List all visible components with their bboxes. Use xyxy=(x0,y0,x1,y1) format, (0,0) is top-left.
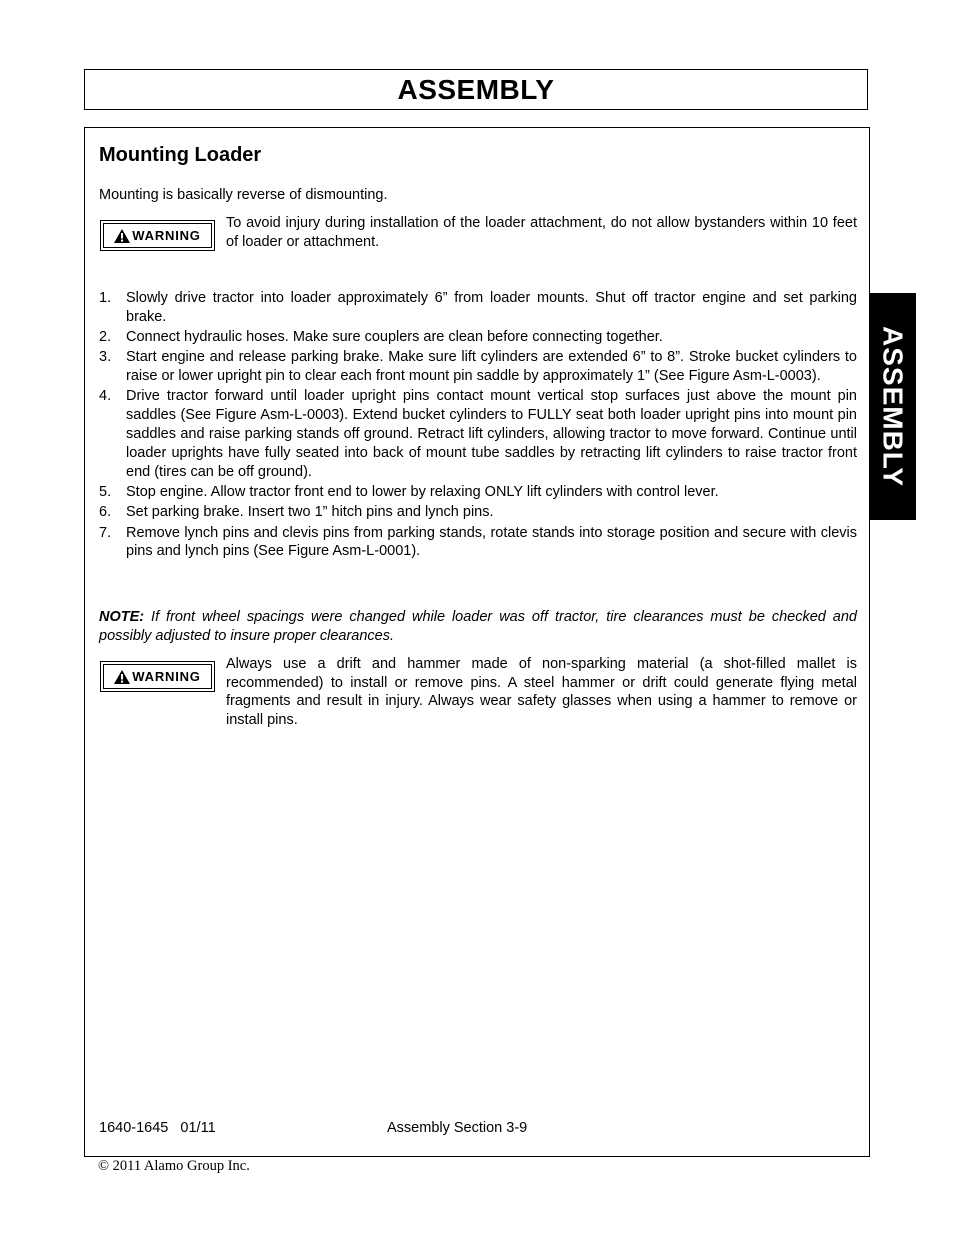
copyright: © 2011 Alamo Group Inc. xyxy=(98,1158,250,1174)
list-item xyxy=(99,524,857,562)
step-number: 1. xyxy=(99,290,112,306)
step-number: 6. xyxy=(99,504,112,521)
step-number: 3. xyxy=(99,349,112,366)
warning-badge xyxy=(100,220,215,251)
warning-text: To avoid injury during installation of the loader attachment, do not allow bystanders within 10 feet of loader or attachment. xyxy=(226,215,857,250)
content-box xyxy=(84,127,870,1157)
warning-label: WARNING xyxy=(132,669,201,684)
assembly-steps-list xyxy=(99,289,857,563)
step-text: Drive tractor forward until loader upright pins contact mount vertical stop surfaces just above the mount pin saddles (See Figure Asm-L-0003). Extend bucket cylinders to FULLY seat both loader upright pins into mount pin saddles and raise parking stands off ground. Retract lift cylinders, allowing tractor to move forward. Continue until loader uprights have fully seated into back of mount tube saddles by retracting lift cylinders to raise tractor front end (tires can be off ground). xyxy=(126,388,857,480)
list-item xyxy=(99,289,857,327)
step-text: Remove lynch pins and clevis pins from parking stands, rotate stands into storage position and secure with clevis pins and lynch pins (See Figure Asm-L-0001). xyxy=(126,524,857,560)
step-text: Start engine and release parking brake. Make sure lift cylinders are extended 6” to 8”. Stroke bucket cylinders to raise or lower upright pin to clear each front mount pin saddle by approximately 1” (See Figure Asm-L-0003). xyxy=(126,349,857,385)
note-text: If front wheel spacings were changed while loader was off tractor, tire clearances must be checked and possibly adjusted to insure proper clearances. xyxy=(99,609,857,644)
step-number: 2. xyxy=(99,329,112,346)
intro-text: Mounting is basically reverse of dismounting. xyxy=(99,187,388,203)
list-item xyxy=(99,483,857,502)
warning-badge xyxy=(100,661,215,692)
list-item xyxy=(99,387,857,481)
page-header-title: ASSEMBLY xyxy=(397,73,555,105)
step-number: 7. xyxy=(99,524,112,541)
footer-section-page: Assembly Section 3-9 xyxy=(387,1120,528,1136)
header-box xyxy=(84,69,868,110)
step-text: Set parking brake. Insert two 1” hitch pins and lynch pins. xyxy=(126,504,494,521)
step-text: Slowly drive tractor into loader approximately 6” from loader mounts. Shut off tractor engine and set parking brake. xyxy=(126,290,857,325)
warning-label: WARNING xyxy=(132,228,201,243)
note-label: NOTE: xyxy=(99,609,145,625)
step-text: Stop engine. Allow tractor front end to lower by relaxing ONLY lift cylinders with control lever. xyxy=(126,483,719,500)
warning-triangle-icon xyxy=(114,229,130,243)
step-number: 4. xyxy=(99,388,112,405)
footer-model-date: 1640-1645 01/11 xyxy=(99,1120,216,1136)
list-item xyxy=(99,348,857,386)
step-number: 5. xyxy=(99,483,112,500)
note-paragraph xyxy=(99,608,857,646)
step-text: Connect hydraulic hoses. Make sure couplers are clean before connecting together. xyxy=(126,329,663,346)
section-title: Mounting Loader xyxy=(99,144,262,166)
side-tab-label: ASSEMBLY xyxy=(877,325,909,487)
warning-text: Always use a drift and hammer made of non-sparking material (a shot-filled mallet is recommended) to install or remove pins. A steel hammer or drift could generate flying metal fragments and result in injury. Always wear safety glasses when using a hammer to remove or install pins. xyxy=(226,656,857,729)
list-item xyxy=(99,328,857,347)
warning-triangle-icon xyxy=(114,670,130,684)
side-tab xyxy=(869,293,916,520)
list-item xyxy=(99,503,857,522)
